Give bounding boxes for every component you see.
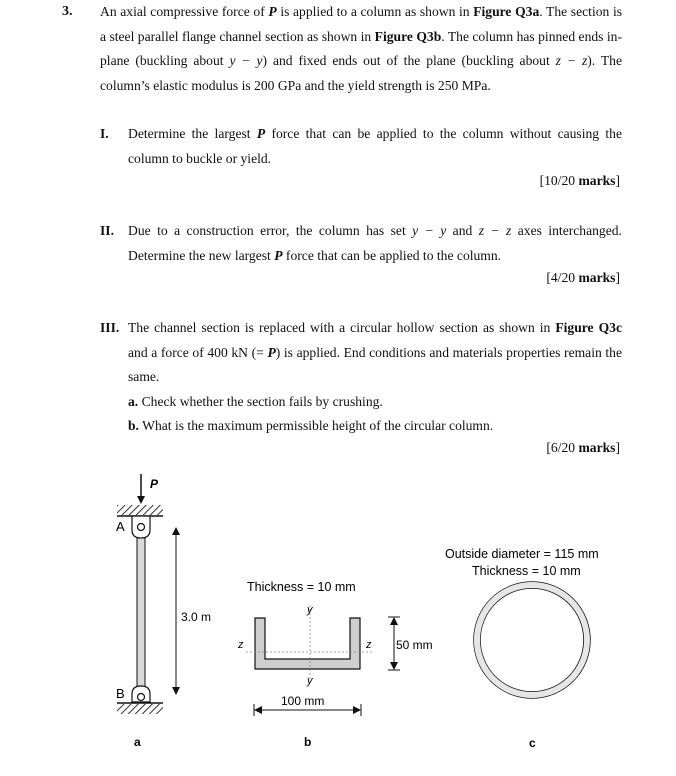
channel-thickness-label: Thickness = 10 mm bbox=[247, 580, 356, 594]
node-a-label: A bbox=[116, 519, 125, 534]
z-left-label: z bbox=[238, 639, 244, 651]
part-1-marks: [10/20 marks] bbox=[539, 173, 620, 188]
load-label: P bbox=[150, 477, 159, 491]
channel-section bbox=[255, 618, 360, 669]
figure-b-caption: b bbox=[304, 735, 312, 749]
figure-a-column bbox=[116, 474, 211, 749]
part-3b: b. What is the maximum permissible height of the circular column. bbox=[128, 418, 494, 433]
part-1 bbox=[100, 122, 622, 171]
part-2-text: Due to a construction error, the column has set y − y and z − z axes interchanged. Determine the new largest P force that can be applied to the column. bbox=[128, 223, 622, 263]
load-arrowhead-icon bbox=[137, 496, 145, 504]
inner-circle bbox=[480, 588, 584, 692]
part-3a: a. Check whether the section fails by crushing. bbox=[128, 393, 383, 409]
part-3-numeral: III. bbox=[100, 320, 120, 335]
column-member bbox=[137, 538, 145, 687]
figure-c-circular bbox=[445, 547, 599, 750]
figure-b-channel bbox=[237, 580, 433, 749]
node-b-label: B bbox=[116, 686, 125, 701]
part-1-numeral: I. bbox=[100, 126, 109, 141]
section-width-label: 100 mm bbox=[281, 694, 325, 708]
top-support-hatch-icon bbox=[117, 505, 163, 515]
bottom-support-hatch-icon bbox=[117, 704, 163, 714]
tube-wall bbox=[474, 582, 590, 698]
top-pin-icon bbox=[138, 524, 145, 531]
circle-thickness-label: Thickness = 10 mm bbox=[472, 564, 581, 578]
part-1-text: Determine the largest P force that can be applied to the column without causing the column to buckle or yield. bbox=[128, 126, 622, 166]
part-3-marks: [6/20 marks] bbox=[546, 440, 620, 455]
figure-a-caption: a bbox=[134, 735, 141, 749]
part-3 bbox=[100, 316, 622, 439]
part-2-marks: [4/20 marks] bbox=[546, 270, 620, 285]
part-3-text: The channel section is replaced with a circular hollow section as shown in Figure Q3c and a force of 400 kN (= P) is applied. End conditions and materials properties remain the same. bbox=[128, 320, 623, 384]
diameter-label: Outside diameter = 115 mm bbox=[445, 547, 599, 561]
part-2-numeral: II. bbox=[100, 223, 114, 238]
figure-ref-q3b: Figure Q3b bbox=[374, 28, 442, 44]
y-top-label: y bbox=[307, 604, 313, 616]
figure-ref-q3a: Figure Q3a bbox=[473, 4, 540, 19]
z-right-label: z bbox=[366, 639, 372, 651]
question-intro: An axial compressive force of P is applied to a column as shown in Figure Q3a. The section is a steel parallel flange channel section as shown in Figure Q3b. The column has pinned ends in-plane (buckling about y − y) and fixed ends out of the plane (buckling about z − z). The column’s elastic modulus is 200 GPa and the yield strength is 250 MPa. bbox=[100, 4, 623, 93]
figure-ref-q3c: Figure Q3c bbox=[555, 320, 622, 335]
y-bottom-label: y bbox=[307, 675, 313, 687]
question-number: 3. bbox=[62, 4, 73, 19]
figure-c-caption: c bbox=[529, 736, 536, 750]
part-2 bbox=[100, 219, 622, 268]
section-height-label: 50 mm bbox=[396, 638, 433, 652]
height-label: 3.0 m bbox=[181, 610, 212, 624]
bottom-pin-icon bbox=[138, 694, 145, 701]
figures bbox=[0, 460, 676, 776]
